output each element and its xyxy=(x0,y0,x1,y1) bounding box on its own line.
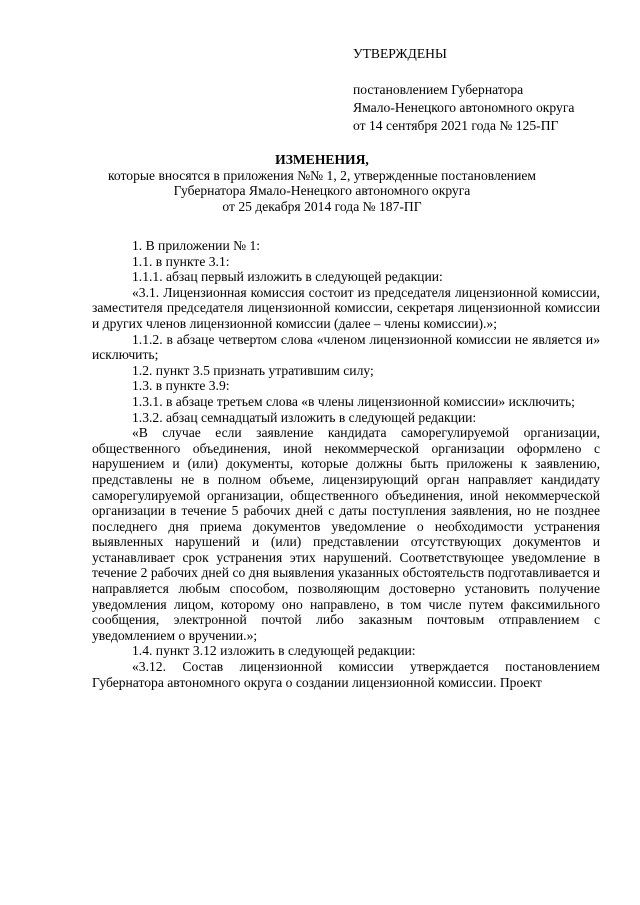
paragraph: «В случае если заявление кандидата саморегулируемой организации, общественного объединения, иной некоммерческой организации оформлено с нарушением и (или) документы, которые должны быть приложены к заявлению, представлены не в полном объеме, лицензирующий орган направляет кандидату саморегулируемой организации, общественного объединения, иной некоммерческой организации в течение 5 рабочих дней с даты поступления заявления, но не позднее последнего дня приема документов уведомление о необходимости устранения выявленных нарушений и (или) представлении отсутствующих документов и устанавливает срок устранения этих нарушений. Соответствующее уведомление в течение 2 рабочих дней со дня выявления указанных обстоятельств подготавливается и направляется любым способом, позволяющим достоверно установить получение уведомления лицом, которому оно направлено, в том числе путем факсимильного сообщения, электронной почтой либо заказным почтовым отправлением с уведомлением о вручении.»; xyxy=(92,425,600,643)
paragraph: 1.3. в пункте 3.9: xyxy=(132,378,230,394)
paragraph: 1.1.1. абзац первый изложить в следующей редакции: xyxy=(132,269,443,285)
paragraph: 1.3.1. в абзаце третьем слова «в члены лицензионной комиссии» исключить; xyxy=(132,393,575,409)
approval-line-3: от 14 сентября 2021 года № 125-ПГ xyxy=(353,118,559,133)
paragraph: 1.3.2. абзац семнадцатый изложить в следующей редакции: xyxy=(132,409,477,425)
paragraph: 1.1. в пункте 3.1: xyxy=(132,253,230,269)
heading-line-2: Губернатора Ямало-Ненецкого автономного округа xyxy=(173,183,471,198)
paragraph: 1. В приложении № 1: xyxy=(132,238,261,253)
paragraph: 1.4. пункт 3.12 изложить в следующей редакции: xyxy=(132,643,416,659)
paragraph: «3.12. Состав лицензионной комиссии утверждается постановлением Губернатора автономного округа о создании лицензионной комиссии. Проект xyxy=(92,659,600,690)
heading-title: ИЗМЕНЕНИЯ, xyxy=(275,152,369,167)
heading-line-3: от 25 декабря 2014 года № 187-ПГ xyxy=(222,198,422,214)
paragraph: «3.1. Лицензионная комиссия состоит из председателя лицензионной комиссии, заместителя председателя лицензионной комиссии, секретаря лицензионной комиссии и других членов лицензионной комиссии (далее – члены комиссии).»; xyxy=(92,284,600,331)
approval-line-1: постановлением Губернатора xyxy=(353,82,524,97)
document-heading xyxy=(82,152,562,214)
approval-line-2: Ямало-Ненецкого автономного округа xyxy=(353,100,575,115)
approval-title: УТВЕРЖДЕНЫ xyxy=(353,46,447,61)
approval-block xyxy=(353,45,574,135)
paragraph: 1.1.2. в абзаце четвертом слова «членом лицензионной комиссии не является и» исключить; xyxy=(92,331,600,363)
document-body xyxy=(92,238,600,690)
heading-line-1: которые вносятся в приложения №№ 1, 2, утвержденные постановлением xyxy=(108,167,536,183)
paragraph: 1.2. пункт 3.5 признать утратившим силу; xyxy=(132,362,374,378)
